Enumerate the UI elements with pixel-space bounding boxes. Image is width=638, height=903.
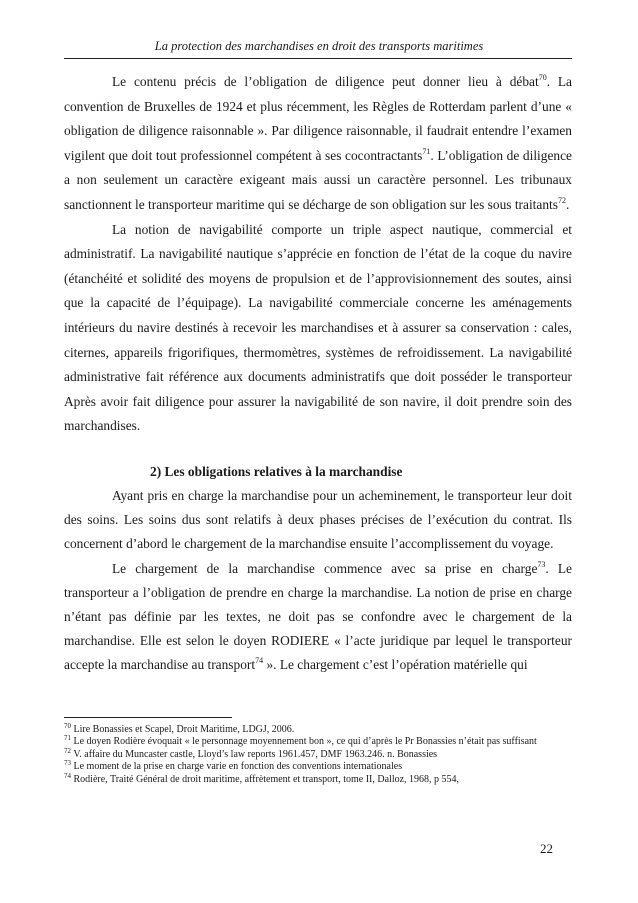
text-span: . La convention de Bruxelles de 1924 et plus récemment, les Règles de Rotterdam parlent d’une « obligation de diligence raisonnable ». Par diligence raisonnable, il faudrait entendre l’examen vigilent que doit tout professionnel compétent à ses cocontractants — [64, 74, 573, 163]
footnote-text: Rodière, Traité Général de droit maritime, affrètement et transport, tome II, Dalloz, 1968, p 554, — [71, 773, 460, 785]
footnote-ref[interactable]: 73 — [537, 559, 546, 569]
footnote-number: 74 — [64, 771, 71, 780]
running-header: La protection des marchandises en droit des transports maritimes — [154, 39, 484, 53]
paragraph-diligence — [64, 70, 572, 218]
footnote — [64, 724, 572, 736]
text-span: . — [565, 196, 570, 212]
footnote-text: Lire Bonassies et Scapel, Droit Maritime, LDGJ, 2006. — [71, 724, 295, 735]
footnote-rule — [64, 717, 232, 718]
footnote-ref[interactable]: 70 — [538, 73, 547, 82]
text-span: Le chargement de la marchandise commence avec sa prise en charge — [112, 560, 538, 576]
footnote-text: Le doyen Rodière évoquait « le personnage moyennement bon », ce qui d’après le Pr Bonassies n’était pas suffisant — [71, 736, 537, 748]
page-number: 22 — [540, 841, 553, 856]
body-text — [64, 70, 572, 439]
paragraph-chargement — [64, 557, 572, 678]
footnote-ref[interactable]: 72 — [557, 195, 566, 205]
footnote-number: 72 — [64, 746, 71, 755]
text-span: Le contenu précis de l’obligation de diligence peut donner lieu à débat — [112, 74, 539, 89]
body-text-2 — [64, 484, 572, 678]
footnote-ref[interactable]: 71 — [422, 146, 431, 156]
paragraph-soins: Ayant pris en charge la marchandise pour un acheminement, le transporteur leur doit des soins. Les soins dus sont relatifs à deux phases précises de l’exécution du contrat. Ils concernent d’abord le chargement de la marchandise ensuite l’accomplissement du voyage. — [64, 488, 572, 552]
header-rule — [64, 58, 572, 59]
text-span: . Le transporteur a l’obligation de prendre en charge la marchandise. La notion de prise en charge n’étant pas définie par les textes, ne doit pas se confondre avec le chargement de la marchandise. Elle est selon le doyen RODIERE « l’acte juridique par lequel le transporteur accepte la marchandise au transport — [64, 560, 572, 673]
footnote-text: Le moment de la prise en charge varie en fonction des conventions internationales — [71, 761, 403, 773]
footnote-number: 71 — [64, 734, 71, 743]
footnote — [64, 746, 572, 761]
footnote — [64, 761, 572, 773]
footnote-number: 73 — [64, 759, 71, 768]
paragraph-navigabilite: La notion de navigabilité comporte un triple aspect nautique, commercial et administratif. La navigabilité nautique s’apprécie en fonction de l’état de la coque du navire (étanchéité et solidité des moyens de propulsion et de l’approvisionnement des soutes, ainsi que la capacité de l’équipage). La navigabilité commerciale concerne les aménagements intérieurs du navire destinés à recevoir les marchandises et à assurer sa conservation : cales, citernes, appareils frigorifiques, thermomètres, systèmes de refroidissement. La navigabilité administrative fait référence aux documents administratifs que doit posséder le transporteur Après avoir fait diligence pour assurer la navigabilité de son navire, il doit prendre soin des marchandises. — [64, 221, 572, 434]
footnote — [64, 736, 572, 748]
footnote-text: V. affaire du Muncaster castle, Lloyd’s law reports 1961.457, DMF 1963.246. n. Bonassies — [71, 748, 438, 760]
footnote-ref[interactable]: 74 — [255, 656, 264, 666]
footnotes — [64, 724, 572, 786]
footnote — [64, 771, 572, 786]
section-title: 2) Les obligations relatives à la marchandise — [150, 464, 403, 479]
footnote-number: 70 — [64, 722, 71, 730]
text-span: ». Le chargement c’est l’opération matérielle qui — [263, 657, 528, 673]
text-span: . L’obligation de diligence a non seulement un caractère exigeant mais aussi un caractère personnel. Les tribunaux sanctionnent le transporteur maritime qui se décharge de son obligation sur les sous traitants — [64, 147, 572, 212]
